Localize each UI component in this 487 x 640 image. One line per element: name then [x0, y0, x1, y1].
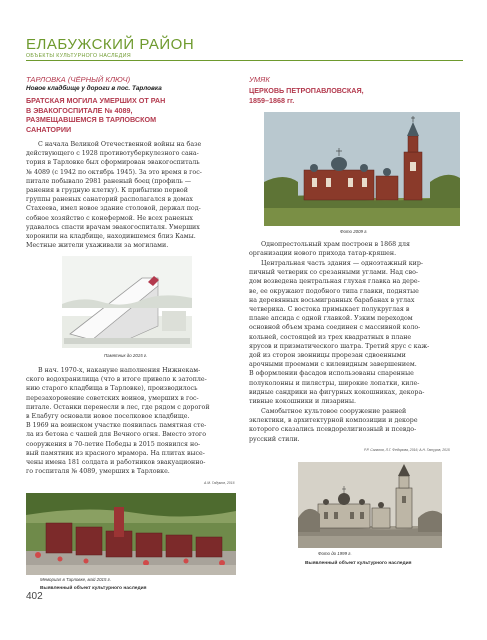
- text-line: в Елабугу основали новое поселковое кладбище.: [26, 413, 190, 421]
- memorial-photo: [26, 493, 236, 575]
- text-line: вый памятник из красного мрамора. На плитах высе-: [26, 449, 205, 457]
- photo-caption: Фото 2009 г.: [340, 229, 368, 234]
- article-heading-right: [249, 86, 463, 105]
- author-credit: Р.Р. Салахов, Л.Г. Федорова, 2016; А.Н. Гатуров, 2015: [364, 448, 450, 452]
- text-line: чены имена 181 солдата и работников эвакуационно-: [26, 459, 206, 467]
- heading-line: ЦЕРКОВЬ ПЕТРОПАВЛОВСКАЯ,: [249, 86, 364, 95]
- text-line: кольней, состоящей из трех квадратных в плане: [249, 333, 412, 341]
- text-line: В 1969 на воинском участке появилась памятная сте-: [26, 422, 207, 430]
- text-line: Однопрестольный храм построен в 1868 для: [261, 241, 411, 248]
- heading-line: 1859–1868 гг.: [249, 95, 295, 105]
- text-line: дом возведена центральная глухая главка на дере-: [249, 278, 420, 286]
- text-line: дой из сторон звонницы прорезан сдвоенными: [249, 352, 406, 360]
- text-line: перезахоронение советских воинов, умерших в гос-: [26, 394, 199, 402]
- heritage-label: Выявленный объект культурного наследия: [40, 586, 147, 591]
- text-line: Центральная часть здания — одноэтажный кир-: [261, 260, 424, 267]
- text-line: ла из бетона с чашей для Вечного огня. Вместо этого: [26, 431, 207, 439]
- article-heading-left: [26, 96, 246, 134]
- text-line: на деревянных восьмигранных барабанах в углах: [249, 296, 415, 304]
- text-line: В оформлении фасадов использованы спаренные: [249, 370, 414, 378]
- text-line: го госпиталя № 4089, умерших в Тарловке.: [26, 468, 170, 476]
- text-line: В нач. 1970-х, накануне наполнения Нижнекам-: [38, 367, 201, 374]
- text-line: Местные жители ухаживали за могилами.: [26, 242, 169, 250]
- page-section-subtitle: ОБЪЕКТЫ КУЛЬТУРНОГО НАСЛЕДИЯ: [26, 53, 131, 59]
- text-line: хоронили на кладбище, находившемся близ Камы.: [26, 233, 196, 241]
- text-line: сооружения в 70-летие Победы в 2015 появился но-: [26, 440, 201, 448]
- page-section-title: ЕЛАБУЖСКИЙ РАЙОН: [26, 36, 195, 53]
- church-photo-archive: [298, 462, 442, 548]
- text-line: действующего с 1928 противотуберкулезного сана-: [26, 150, 199, 158]
- header-divider: [26, 60, 463, 61]
- text-line: № 4089 (с 1942 по октябрь 1945). За это время в гос-: [26, 168, 202, 176]
- text-line: четверика. С востока примыкает полукруглая в: [249, 306, 410, 314]
- paragraph-left-2: [26, 366, 234, 476]
- section-title-umyak: УМЯК: [249, 75, 270, 84]
- heading-line: В ЭВАКОГОСПИТАЛЕ № 4089,: [26, 105, 133, 115]
- text-line: которого сказались псевдорелигиозный и псевдо-: [249, 426, 417, 434]
- text-line: ве, ее окружают подобного типа главки, поднятые: [249, 287, 419, 295]
- text-line: тивные кокошники и лизарины.: [249, 398, 357, 406]
- subsection-title: Новое кладбище у дороги в пос. Тарловка: [26, 85, 162, 92]
- heading-line: РАЗМЕЩАВШЕМСЯ В ТАРЛОВСКОМ: [26, 115, 157, 125]
- paragraph-right-2: [249, 259, 463, 406]
- text-line: Самобытное культовое сооружение ранней: [261, 408, 407, 415]
- text-line: удавалось спасти врачам эвакогоспиталя. Умерших: [26, 223, 200, 231]
- text-line: Стахеева, имел новое здание столовой, держал под-: [26, 205, 201, 213]
- text-line: собное хозяйство с конефермой. Не всех раненых: [26, 214, 193, 222]
- page-number: 402: [26, 591, 43, 602]
- text-line: полуколонны и пилястры, широкие лопатки, киле-: [249, 379, 420, 387]
- text-line: тория в Тарловке был сформирован эвакогоспиталь: [26, 159, 200, 167]
- text-line: плане апсида с одной главкой. Узким переходом: [249, 315, 413, 323]
- text-line: русский стили.: [249, 435, 300, 443]
- text-line: пичный четверик со срезанными углами. Над сво-: [249, 269, 419, 277]
- text-line: нию старого кладбища в Тарловке), производилось: [26, 385, 198, 393]
- church-photo-2009: [264, 112, 460, 226]
- paragraph-left-1: [26, 140, 234, 250]
- text-line: С начала Великой Отечественной войны на базе: [38, 141, 202, 148]
- text-line: эклектики, в архитектурной композиции и декоре: [249, 417, 418, 425]
- section-title-tarlovka: ТАРЛОВКА (ЧЁРНЫЙ КЛЮЧ): [26, 75, 131, 84]
- photo-caption: Фото до 1999 г.: [318, 551, 352, 556]
- monument-photo: [62, 256, 192, 348]
- text-line: организации нового прихода татар-кряшен.: [249, 250, 397, 258]
- text-line: арочными проемами с килевидным завершением.: [249, 361, 417, 369]
- text-line: группы раненых санаторий располагался в домах: [26, 196, 193, 204]
- paragraph-right-3: [249, 407, 463, 444]
- text-line: ярусов и призматического шатра. Третий ярус с каж-: [249, 342, 430, 350]
- paragraph-right-1: [249, 240, 463, 258]
- photo-caption: Памятник до 2015 г.: [104, 353, 148, 358]
- heritage-label: Выявленный объект культурного наследия: [305, 561, 412, 566]
- heading-line: САНАТОРИИ: [26, 124, 72, 134]
- text-line: основной объем храма соединен с массивной коло-: [249, 324, 421, 332]
- text-line: видные сандрики на фигурных кокошниках, декора-: [249, 388, 425, 396]
- author-credit: А.М. Гадумов, 2016: [204, 481, 235, 485]
- text-line: питале. Останки перенесли в лес, где рядом с дорогой: [26, 403, 210, 411]
- photo-caption: Мемориал в Тарловке, май 2015 г.: [40, 577, 112, 582]
- text-line: ранения в грудную клетку). К прибытию первой: [26, 187, 188, 195]
- text-line: ского водохранилища (что в итоге привело к затопле-: [26, 376, 207, 384]
- text-line: питале побывало 2981 раненый боец (профиль —: [26, 177, 192, 185]
- heading-line: БРАТСКАЯ МОГИЛА УМЕРШИХ ОТ РАН: [26, 96, 166, 105]
